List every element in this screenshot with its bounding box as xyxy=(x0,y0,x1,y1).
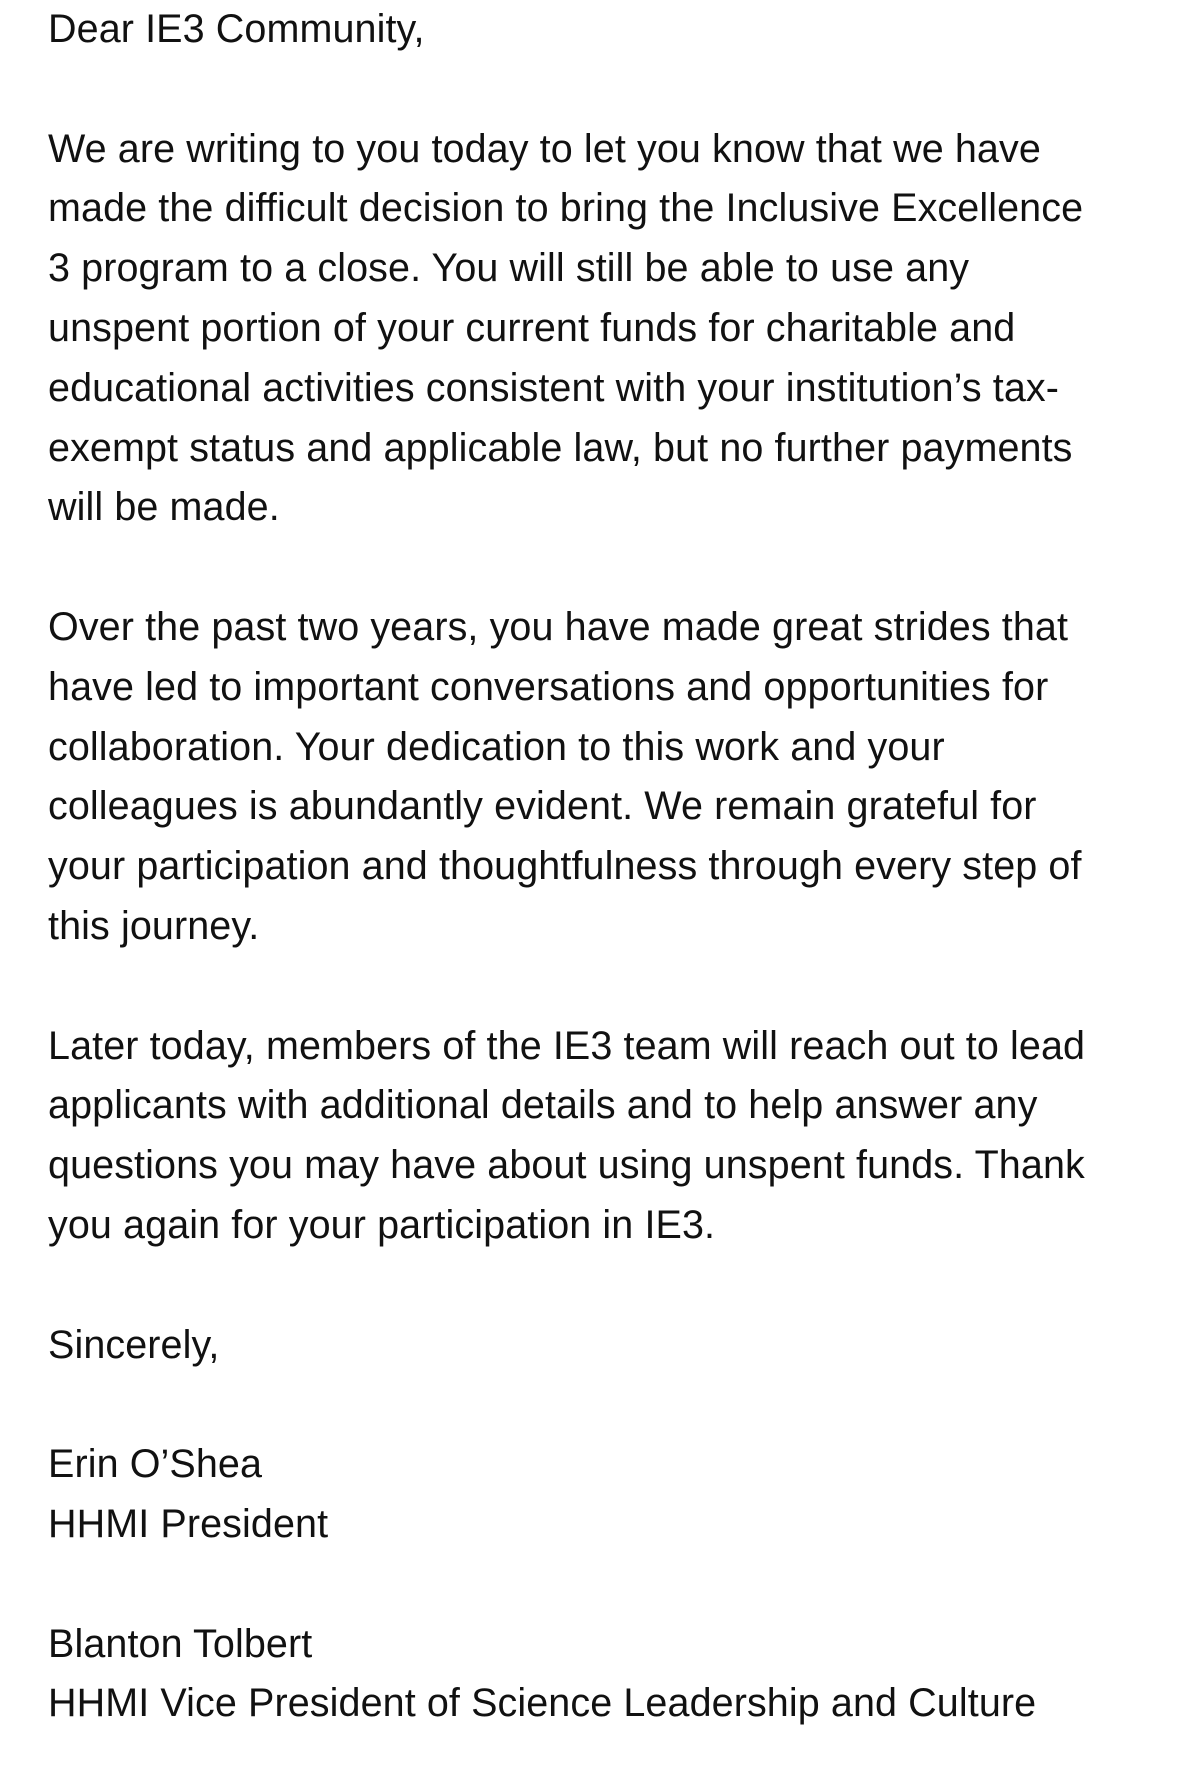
paragraph-line: We are writing to you today to let you know that we have xyxy=(48,126,1041,171)
paragraph-spacer xyxy=(48,1256,1148,1316)
closing: Sincerely, xyxy=(48,1322,220,1367)
signature-block-vice-president xyxy=(48,1615,1148,1735)
paragraph-line: colleagues is abundantly evident. We remain grateful for xyxy=(48,784,1037,829)
paragraph-line: applicants with additional details and to help answer any xyxy=(48,1083,1038,1128)
paragraph-line: made the difficult decision to bring the Inclusive Excellence xyxy=(48,186,1084,231)
letter-body xyxy=(48,0,1148,1734)
signer-name: Erin O’Shea xyxy=(48,1442,263,1487)
paragraph-line: your participation and thoughtfulness through every step of xyxy=(48,844,1082,889)
paragraph-line: 3 program to a close. You will still be able to use any xyxy=(48,246,970,291)
paragraph-line: unspent portion of your current funds for charitable and xyxy=(48,305,1016,350)
paragraph-spacer xyxy=(48,60,1148,120)
paragraph-line: educational activities consistent with your institution’s tax- xyxy=(48,365,1060,410)
paragraph-line: you again for your participation in IE3. xyxy=(48,1202,716,1247)
paragraph-spacer xyxy=(48,1375,1148,1435)
paragraph-line: exempt status and applicable law, but no further payments xyxy=(48,425,1073,470)
paragraph-line: collaboration. Your dedication to this work and your xyxy=(48,724,945,769)
paragraph-next-steps xyxy=(48,1017,1148,1256)
signer-title: HHMI Vice President of Science Leadership and Culture xyxy=(48,1681,1037,1726)
paragraph-gratitude xyxy=(48,598,1148,957)
paragraph-line: will be made. xyxy=(48,485,280,530)
salutation: Dear IE3 Community, xyxy=(48,7,425,51)
signer-name: Blanton Tolbert xyxy=(48,1621,313,1666)
paragraph-spacer xyxy=(48,538,1148,598)
paragraph-line: this journey. xyxy=(48,903,260,948)
paragraph-line: questions you may have about using unspent funds. Thank xyxy=(48,1143,1085,1188)
paragraph-line: have led to important conversations and opportunities for xyxy=(48,664,1049,709)
signer-title: HHMI President xyxy=(48,1501,329,1546)
paragraph-spacer xyxy=(48,957,1148,1017)
paragraph-line: Later today, members of the IE3 team will reach out to lead xyxy=(48,1023,1086,1068)
signature-block-president xyxy=(48,1435,1148,1555)
paragraph-line: Over the past two years, you have made great strides that xyxy=(48,604,1069,649)
paragraph-closure-notice xyxy=(48,120,1148,539)
paragraph-spacer xyxy=(48,1555,1148,1615)
